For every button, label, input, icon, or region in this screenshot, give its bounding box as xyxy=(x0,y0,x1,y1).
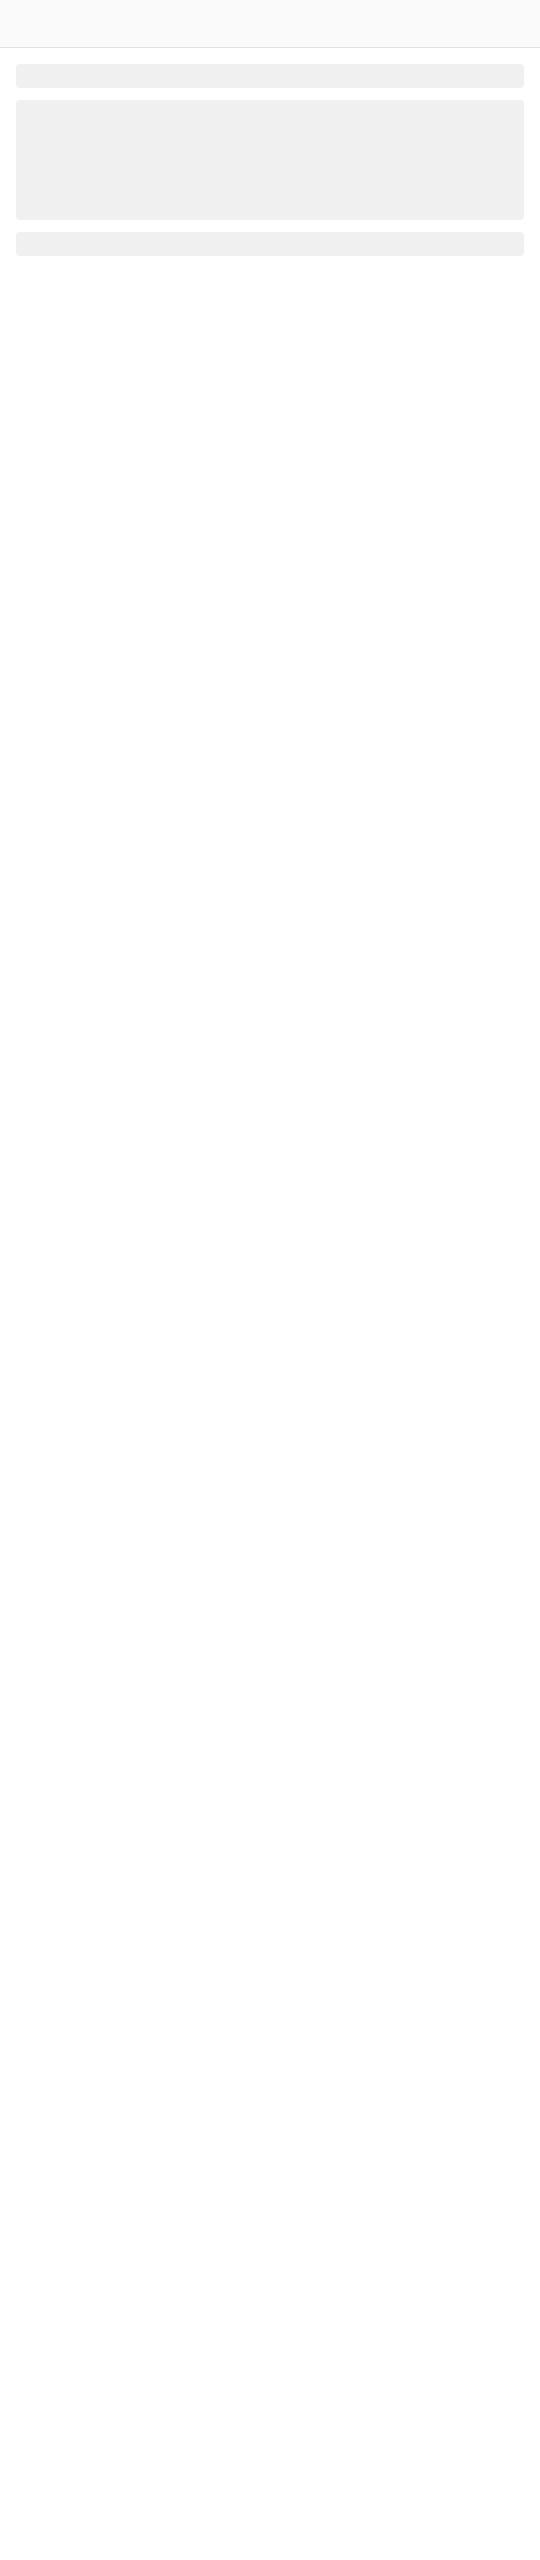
content-placeholder xyxy=(16,232,524,256)
content-placeholder xyxy=(16,100,524,220)
main-content xyxy=(0,48,540,2560)
content-placeholder xyxy=(16,64,524,88)
top-bar xyxy=(0,0,540,48)
